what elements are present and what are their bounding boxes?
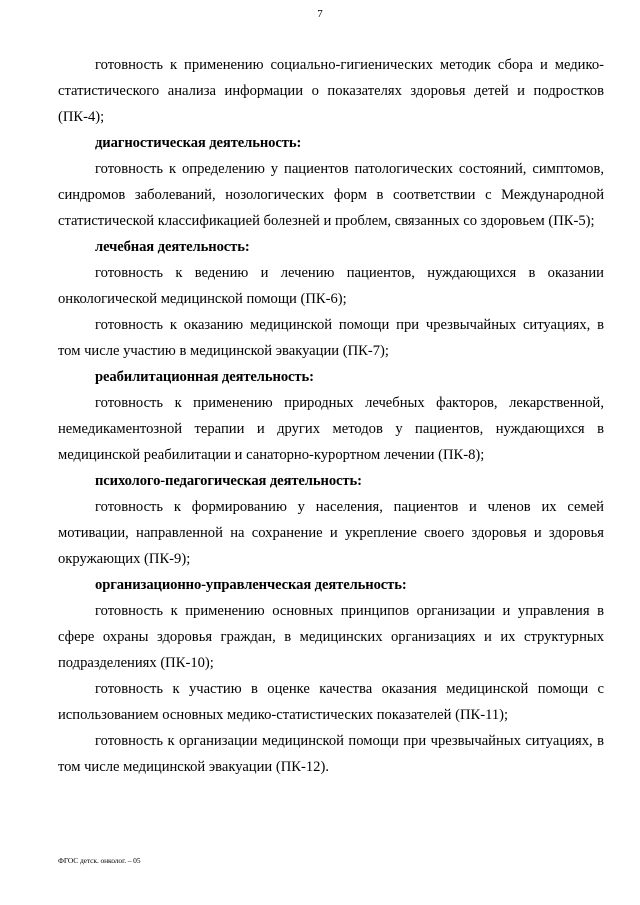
section-heading-treatment: лечебная деятельность: (95, 239, 250, 255)
section-heading-organizational: организационно-управленческая деятельность: (95, 577, 407, 593)
paragraph-pk11: готовность к участию в оценке качества оказания медицинской помощи с использованием основных медико-статистических показателей (ПК-11); (58, 681, 604, 723)
paragraph-pk7: готовность к оказанию медицинской помощи при чрезвычайных ситуациях, в том числе участию в медицинской эвакуации (ПК-7); (58, 317, 604, 359)
page-number: 7 (317, 8, 323, 20)
paragraph-pk6: готовность к ведению и лечению пациентов, нуждающихся в оказании онкологической медицинской помощи (ПК-6); (58, 265, 604, 307)
section-heading-rehabilitation: реабилитационная деятельность: (95, 369, 314, 385)
page-footer: ФГОС детск. онколог. – 05 (58, 856, 141, 865)
document-body (58, 52, 604, 780)
paragraph-pk5: готовность к определению у пациентов патологических состояний, симптомов, синдромов заболеваний, нозологических форм в соответствии с Международной статистической классификацией болезней и проблем, связанных со здоровьем (ПК-5); (58, 161, 604, 229)
paragraph-pk12: готовность к организации медицинской помощи при чрезвычайных ситуациях, в том числе медицинской эвакуации (ПК-12). (58, 733, 604, 775)
section-heading-diagnostic: диагностическая деятельность: (95, 135, 302, 151)
paragraph-pk10: готовность к применению основных принципов организации и управления в сфере охраны здоровья граждан, в медицинских организациях и их структурных подразделениях (ПК-10); (58, 603, 604, 671)
paragraph-pk9: готовность к формированию у населения, пациентов и членов их семей мотивации, направленной на сохранение и укрепление своего здоровья и здоровья окружающих (ПК-9); (58, 499, 604, 567)
paragraph-pk4: готовность к применению социально-гигиенических методик сбора и медико-статистического анализа информации о показателях здоровья детей и подростков (ПК-4); (58, 57, 604, 125)
paragraph-pk8: готовность к применению природных лечебных факторов, лекарственной, немедикаментозной терапии и других методов у пациентов, нуждающихся в медицинской реабилитации и санаторно-курортном лечении (ПК-8); (58, 395, 604, 463)
section-heading-psycho-pedagogical: психолого-педагогическая деятельность: (95, 473, 362, 489)
